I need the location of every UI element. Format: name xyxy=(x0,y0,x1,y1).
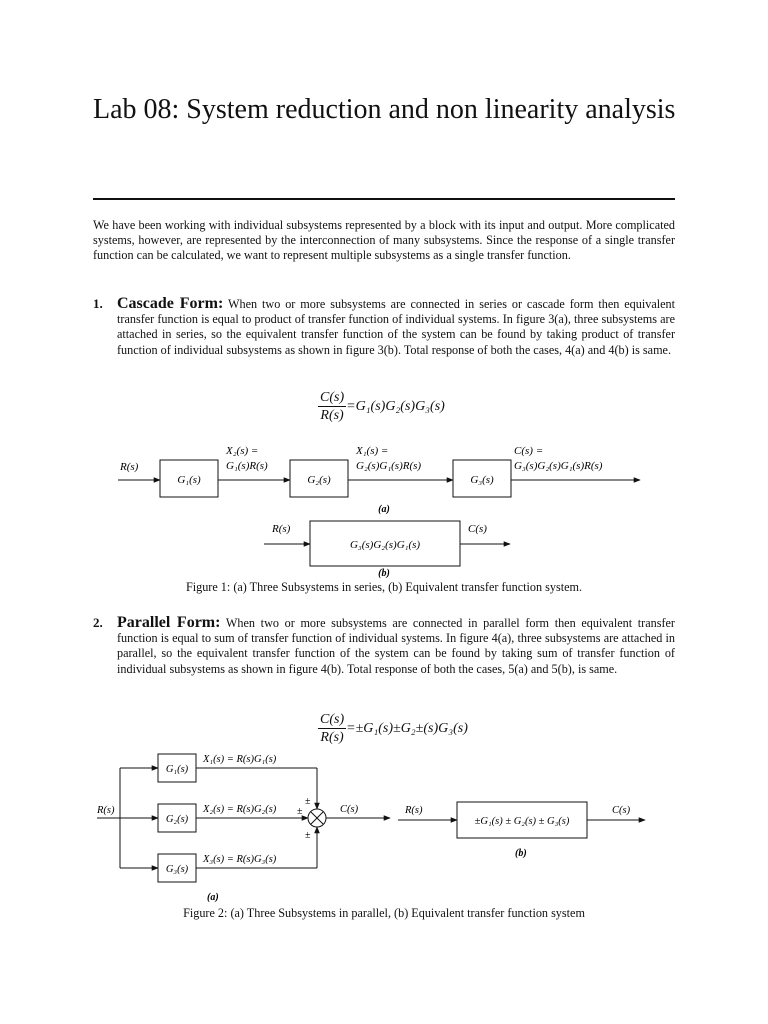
cascade-paragraph xyxy=(117,296,675,358)
fig1-g3-label: G₃(s) xyxy=(470,474,494,486)
intro-paragraph: We have been working with individual subsystems represented by a block with its input and output. More complicated systems, however, are represented by the interconnection of many subsystems. Since the response of a single transfer function can be calculated, we want to represent multiple subsystems as a single transfer function. xyxy=(93,218,675,263)
parallel-heading: Parallel Form: xyxy=(117,614,221,631)
fig1-x2-top: X₂(s) = xyxy=(226,445,259,457)
fig2-g1-label: G₁(s) xyxy=(165,764,189,775)
title-divider xyxy=(93,198,675,200)
fig2-x1-label: X₁(s) = R(s)G₁(s) xyxy=(203,754,277,765)
fig1-g2-label: G₂(s) xyxy=(307,474,331,486)
cascade-number: 1. xyxy=(93,296,103,311)
parallel-formula-denominator: R(s) xyxy=(320,730,344,745)
fig1-x1-top: X₁(s) = xyxy=(356,445,389,457)
fig1-c-top: C(s) = xyxy=(514,445,544,457)
fig2-label-a: (a) xyxy=(207,892,219,903)
fig1-eq-block-label: G₃(s)G₂(s)G₁(s) xyxy=(349,539,421,551)
fig2-x3-label: X₃(s) = R(s)G₃(s) xyxy=(203,854,277,865)
parallel-formula-numerator: C(s) xyxy=(320,712,345,727)
fig1-label-b: (b) xyxy=(378,568,390,579)
fig2-input-label: R(s) xyxy=(97,805,115,816)
cascade-formula-denominator: R(s) xyxy=(320,408,344,423)
fig2-sign-bottom: ± xyxy=(305,830,311,841)
page-title: Lab 08: System reduction and non linearity analysis xyxy=(93,94,676,125)
parallel-text: When two or more subsystems are connected in parallel form then equivalent transfer function is equal to sum of transfer function of individual systems. In figure 4(a), three subsystems are attached in parallel, so the equivalent transfer function of the system can be found by taking sum of transfer function of individual subsystems as shown in figure 4(b). Total response of both the cases, 5(a) and 5(b), is same. xyxy=(117,616,675,676)
fig2-label-b: (b) xyxy=(515,848,527,859)
parallel-number: 2. xyxy=(93,615,103,630)
fig1-eq-output-label: C(s) xyxy=(468,523,487,535)
fig2-x2-label: X₂(s) = R(s)G₂(s) xyxy=(203,804,277,815)
fig1-g1-label: G₁(s) xyxy=(177,474,201,486)
fig1-input-label: R(s) xyxy=(120,461,139,473)
fig2-output-label: C(s) xyxy=(340,804,359,815)
cascade-text: When two or more subsystems are connected in series or cascade form then equivalent transfer function is equal to product of transfer function of individual systems. In figure 3(a), three subsystems are attached in series, so the equivalent transfer function of the system can be found by taking product of transfer function of individual subsystems as shown in figure 3(b). Total response of both the cases, 4(a) and 4(b) is same. xyxy=(117,297,676,357)
fig1-x2-bot: G₁(s)R(s) xyxy=(226,460,268,472)
parallel-formula-rhs: =±G₁(s)±G₂±(s)G₃(s) xyxy=(346,720,468,736)
parallel-formula xyxy=(318,711,468,746)
cascade-formula xyxy=(318,389,445,424)
fig1-x1-bot: G₂(s)G₁(s)R(s) xyxy=(356,460,422,472)
figure2-caption: Figure 2: (a) Three Subsystems in parallel, (b) Equivalent transfer function system xyxy=(183,906,585,920)
fig2-eq-block-label: ±G₁(s) ± G₂(s) ± G₃(s) xyxy=(474,816,570,827)
cascade-heading: Cascade Form: xyxy=(117,295,224,312)
cascade-formula-numerator: C(s) xyxy=(320,390,345,405)
parallel-paragraph xyxy=(117,615,675,677)
fig1-label-a: (a) xyxy=(378,504,390,515)
figure1-diagram xyxy=(0,440,768,580)
figure1-caption: Figure 1: (a) Three Subsystems in series, (b) Equivalent transfer function system. xyxy=(185,580,583,594)
fig2-g2-label: G₂(s) xyxy=(165,814,189,825)
fig2-sign-top: ± xyxy=(305,796,311,807)
figure2-diagram xyxy=(0,748,768,908)
fig2-eq-input-label: R(s) xyxy=(405,805,423,816)
cascade-formula-rhs: =G₁(s)G₂(s)G₃(s) xyxy=(346,398,445,414)
fig2-eq-output-label: C(s) xyxy=(612,805,631,816)
fig2-sign-left: ± xyxy=(297,806,303,817)
fig1-c-bot: G₃(s)G₂(s)G₁(s)R(s) xyxy=(514,460,603,472)
fig1-eq-input-label: R(s) xyxy=(272,523,291,535)
fig2-g3-label: G₃(s) xyxy=(165,864,189,875)
